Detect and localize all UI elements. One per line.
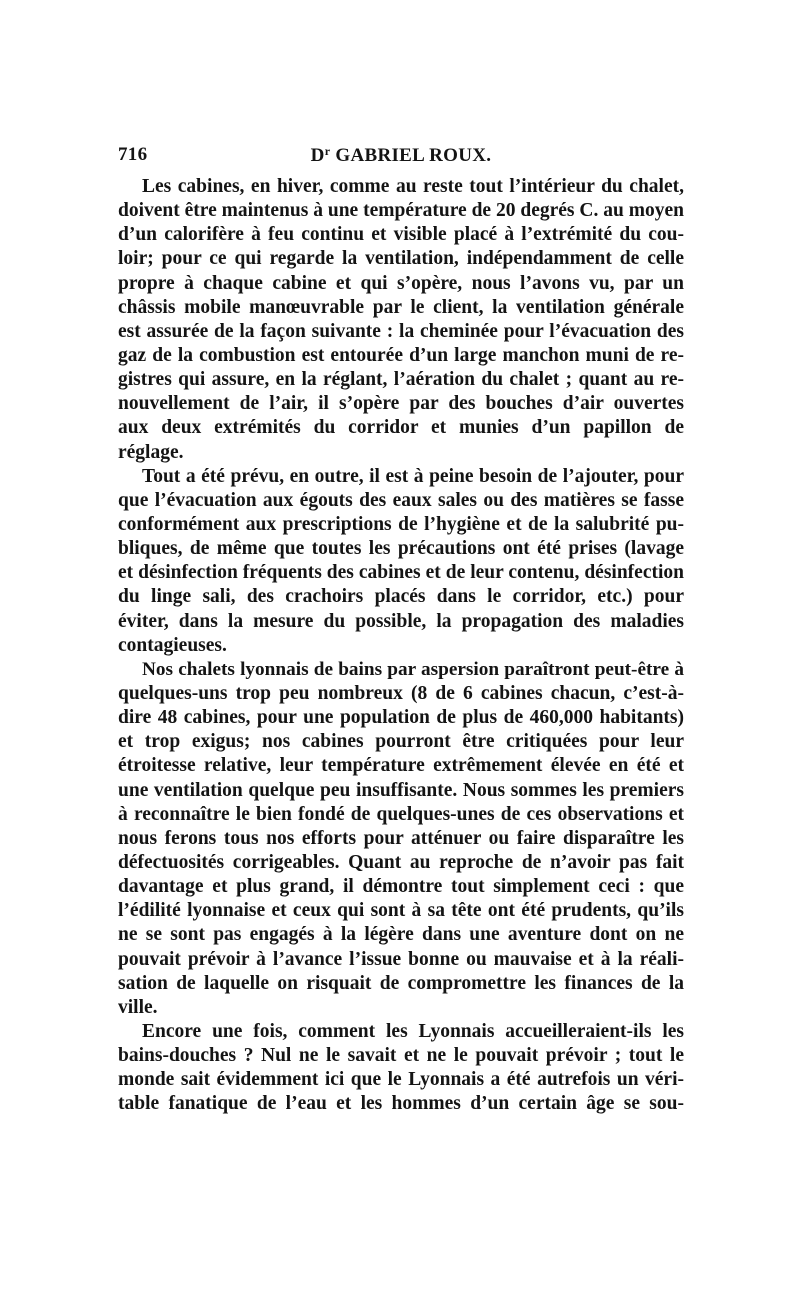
text-line: conformément aux prescriptions de l’hygiène et de la salubrité pu- — [118, 513, 684, 535]
text-line: table fanatique de l’eau et les hommes d’un certain âge se sou- — [118, 1093, 684, 1115]
text-line: loir; pour ce qui regarde la ventilation, indépendamment de celle — [118, 248, 684, 270]
text-line: d’un calorifère à feu continu et visible placé à l’extrémité du cou- — [118, 224, 684, 246]
text-line: est assurée de la façon suivante : la cheminée pour l’évacuation des — [118, 320, 684, 342]
text-line: Tout a été prévu, en outre, il est à peine besoin de l’ajouter, pour — [142, 465, 684, 487]
text-line: sation de laquelle on risquait de compromettre les finances de la — [118, 972, 684, 994]
text-line: du linge sali, des crachoirs placés dans le corridor, etc.) pour — [118, 586, 684, 608]
text-line: dire 48 cabines, pour une population de plus de 460,000 habitants) — [118, 707, 684, 729]
text-line: ne se sont pas engagés à la légère dans une aventure dont on ne — [118, 924, 684, 946]
text-line: une ventilation quelque peu insuffisante. Nous sommes les premiers — [118, 779, 684, 801]
page-number: 716 — [118, 144, 148, 165]
text-line: à reconnaître le bien fondé de quelques-unes de ces observations et — [118, 803, 684, 825]
text-line: Les cabines, en hiver, comme au reste tout l’intérieur du chalet, — [142, 176, 684, 197]
running-header — [118, 144, 684, 170]
text-line: bains-douches ? Nul ne le savait et ne le pouvait prévoir ; tout le — [118, 1045, 684, 1067]
text-line: Nos chalets lyonnais de bains par aspersion paraîtront peut-être à — [142, 658, 684, 680]
text-line: bliques, de même que toutes les précautions ont été prises (lavage — [118, 538, 684, 560]
text-line: l’édilité lyonnaise et ceux qui sont à sa tête ont été prudents, qu’ils — [118, 900, 684, 922]
title-superscript: r — [324, 144, 331, 158]
text-line: quelques-uns trop peu nombreux (8 de 6 cabines chacun, c’est-à- — [118, 682, 684, 704]
text-line: châssis mobile manœuvrable par le client, la ventilation générale — [118, 296, 684, 318]
text-line: contagieuses. — [118, 634, 227, 656]
text-line: gaz de la combustion est entourée d’un large manchon muni de re- — [118, 344, 684, 366]
text-line: nous ferons tous nos efforts pour atténuer ou faire disparaître les — [118, 827, 684, 849]
text-line: Encore une fois, comment les Lyonnais accueilleraient-ils les — [142, 1020, 684, 1042]
text-line: monde sait évidemment ici que le Lyonnais a été autrefois un véri- — [118, 1069, 684, 1091]
text-line: que l’évacuation aux égouts des eaux sales ou des matières se fasse — [118, 489, 684, 511]
text-line: éviter, dans la mesure du possible, la propagation des maladies — [118, 610, 684, 632]
text-line: propre à chaque cabine et qui s’opère, nous l’avons vu, par un — [118, 272, 684, 294]
text-line: gistres qui assure, en la réglant, l’aération du chalet ; quant au re- — [118, 369, 684, 391]
text-line: et trop exigus; nos cabines pourront être critiquées pour leur — [118, 731, 684, 753]
text-line: étroitesse relative, leur température extrêmement élevée en été et — [118, 755, 684, 777]
text-line: défectuosités corrigeables. Quant au reproche de n’avoir pas fait — [118, 851, 684, 873]
text-line: aux deux extrémités du corridor et munies d’un papillon de — [118, 417, 684, 439]
body-text — [118, 175, 684, 1116]
text-line: doivent être maintenus à une température de 20 degrés C. au moyen — [118, 200, 684, 222]
text-line: ville. — [118, 996, 158, 1018]
title-name: GABRIEL ROUX. — [330, 145, 492, 166]
text-line: davantage et plus grand, il démontre tout simplement ceci : que — [118, 876, 684, 898]
text-line: réglage. — [118, 441, 184, 463]
text-line: pouvait prévoir à l’avance l’issue bonne ou mauvaise et à la réali- — [118, 948, 684, 970]
running-title — [118, 144, 684, 167]
title-prefix: D — [310, 145, 325, 166]
text-line: et désinfection fréquents des cabines et de leur contenu, désinfection — [118, 562, 684, 584]
text-line: nouvellement de l’air, il s’opère par des bouches d’air ouvertes — [118, 393, 684, 415]
